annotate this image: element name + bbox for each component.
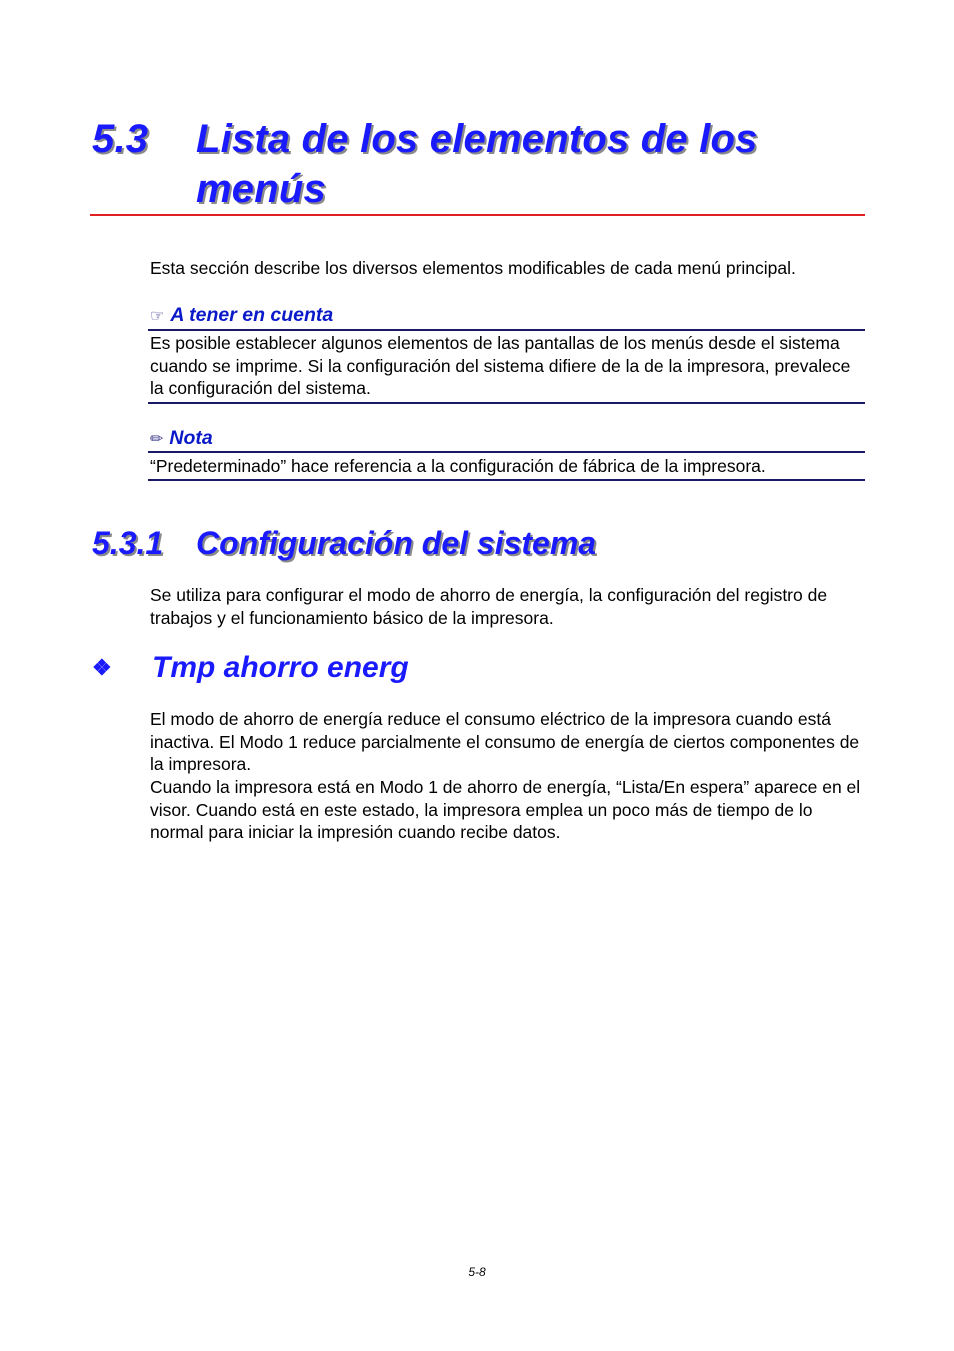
note-top-rule: [148, 451, 865, 453]
intro-paragraph: Esta sección describe los diversos elementos modificables de cada menú principal.: [150, 258, 796, 278]
item-paragraph-1: El modo de ahorro de energía reduce el consumo eléctrico de la impresora cuando está inactiva. El Modo 1 reduce parcialmente el consumo de energía de ciertos componentes de la impresora.: [150, 709, 860, 774]
note-bottom-rule: [148, 479, 865, 481]
item-title: Tmp ahorro energ: [152, 651, 409, 684]
subsection-heading: [92, 521, 864, 565]
note-body: “Predeterminado” hace referencia a la configuración de fábrica de la impresora.: [150, 456, 766, 476]
page-number: 5-8: [468, 1265, 486, 1279]
tip-bottom-rule: [148, 402, 865, 404]
tip-heading-label: A tener en cuenta: [170, 304, 334, 326]
section-title-line1: Lista de los elementos de los: [196, 117, 758, 161]
diamond-bullet-icon: ❖: [92, 655, 112, 680]
subsection-paragraph: Se utiliza para configurar el modo de ahorro de energía, la configuración del registro de trabajos y el funcionamiento básico de la impresora.: [150, 585, 828, 628]
tip-heading: [150, 303, 865, 329]
pointing-hand-icon: ☞: [150, 308, 165, 325]
section-title-line2: menús: [196, 167, 326, 211]
item-paragraph-2: Cuando la impresora está en Modo 1 de ahorro de energía, “Lista/En espera” aparece en el visor. Cuando está en este estado, la impresora emplea un poco más de tiempo de lo normal para iniciar la impresión cuando recibe datos.: [150, 777, 861, 842]
subsection-number: 5.3.1: [92, 525, 164, 561]
tip-top-rule: [148, 329, 865, 331]
pencil-icon: ✏: [150, 431, 164, 448]
tip-body: Es posible establecer algunos elementos de las pantallas de los menús desde el sistema cuando se imprime. Si la configuración del sistema difiere de la de la impresora, prevalece la configuración del sistema.: [150, 333, 851, 398]
subsection-title: Configuración del sistema: [196, 525, 597, 561]
section-heading: [92, 114, 864, 214]
section-divider: [90, 214, 865, 216]
item-heading: [92, 648, 864, 688]
note-heading: [150, 426, 865, 452]
note-heading-label: Nota: [169, 427, 213, 449]
section-number: 5.3: [92, 117, 149, 161]
